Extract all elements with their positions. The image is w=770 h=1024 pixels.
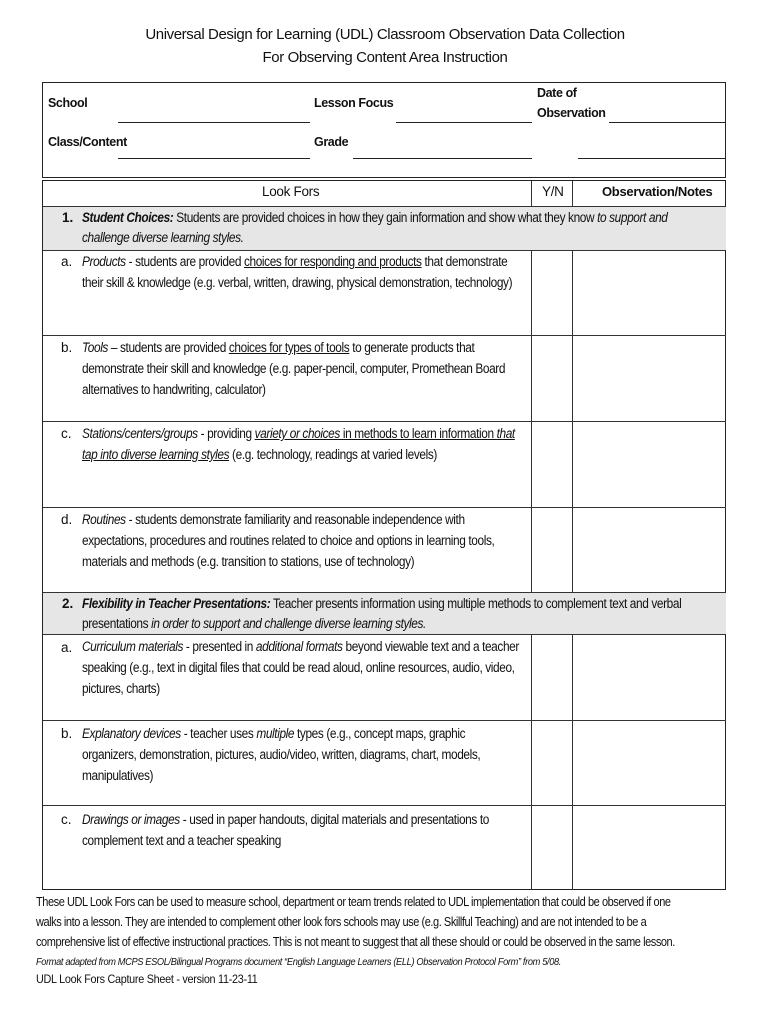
item-italic: additional formats: [255, 639, 343, 654]
section2-title: Flexibility in Teacher Presentations:: [82, 596, 271, 611]
footer-adapted: Format adapted from MCPS ESOL/Bilingual Programs document “English Language Learners (ELL) Observation Protocol Form” from 5/08.: [36, 956, 562, 968]
page-title: Universal Design for Learning (UDL) Classroom Observation Data Collection: [145, 26, 625, 43]
item-text: to generate products that demonstrate their skill and knowledge (e.g. paper-pencil, computer, Promethean Board alternatives to handwriting, calculator): [82, 340, 506, 397]
lesson-focus-label: Lesson Focus: [314, 96, 394, 110]
date-of-label: Date of: [537, 86, 577, 100]
class-content-field[interactable]: [118, 158, 310, 159]
extra-field[interactable]: [578, 158, 726, 159]
row-divider: [43, 720, 726, 721]
item-products: [82, 251, 522, 293]
col-divider: [531, 181, 532, 206]
section2-number: 2.: [62, 596, 74, 611]
item-letter: b.: [61, 340, 73, 355]
item-lead: Explanatory devices: [82, 726, 181, 741]
item-text: - students demonstrate familiarity and reasonable independence with expectations, procedures and routines related to choice and options in learning tools, materials and methods (e.g. transition to stations, use of technology): [82, 512, 495, 569]
item-letter: c.: [61, 426, 72, 441]
section1-number: 1.: [62, 210, 74, 225]
item-lead: Tools: [82, 340, 108, 355]
col-divider: [531, 634, 532, 890]
item-text: that demonstrate their skill & knowledge (e.g. verbal, written, drawing, physical demonstration, technology): [82, 254, 513, 290]
item-letter: c.: [61, 812, 72, 827]
item-explanatory: [82, 723, 522, 786]
col-notes: Observation/Notes: [602, 184, 713, 199]
col-divider: [572, 181, 573, 206]
item-lead: Stations/centers/groups: [82, 426, 198, 441]
item-text: types (e.g., concept maps, graphic organizers, demonstration, pictures, audio/video, written, diagrams, chart, models, manipulatives): [82, 726, 481, 783]
item-underline: that tap into diverse learning styles: [82, 426, 515, 462]
item-drawings: [82, 809, 522, 851]
school-label: School: [48, 96, 88, 110]
grade-field[interactable]: [353, 158, 532, 159]
item-underline: variety or choices: [254, 426, 340, 441]
item-lead: Products: [82, 254, 126, 269]
row-divider: [43, 421, 726, 422]
item-text: - used in paper handouts, digital materials and presentations to complement text and a teacher speaking: [82, 812, 489, 848]
section2-text: [82, 594, 698, 634]
item-underline: choices for responding and products: [243, 254, 422, 269]
lesson-focus-field[interactable]: [396, 122, 532, 123]
section2-desc: Teacher presents information using multiple methods to complement text and verbal presentations: [82, 596, 682, 631]
item-stations: [82, 423, 522, 465]
item-lead: Routines: [82, 512, 126, 527]
date-field[interactable]: [609, 122, 726, 123]
row-divider: [43, 634, 726, 635]
col-yn: Y/N: [542, 184, 564, 199]
section1-desc: Students are provided choices in how they gain information and show what they know: [173, 210, 598, 225]
item-letter: a.: [61, 254, 73, 269]
item-lead: Drawings or images: [82, 812, 180, 827]
section1-title: Student Choices:: [82, 210, 174, 225]
grade-label: Grade: [314, 135, 349, 149]
item-curriculum: [82, 636, 522, 699]
item-text: - students are provided: [125, 254, 244, 269]
item-text: – students are provided: [107, 340, 229, 355]
page-subtitle: For Observing Content Area Instruction: [262, 49, 508, 66]
item-text: - providing: [197, 426, 255, 441]
item-letter: d.: [61, 512, 73, 527]
section2-italic: in order to support and challenge diverse learning styles.: [151, 616, 426, 631]
item-text: - teacher uses: [180, 726, 257, 741]
item-letter: a.: [61, 640, 73, 655]
item-underline: in methods to learn information: [339, 426, 497, 441]
col-divider: [572, 634, 573, 890]
row-divider: [43, 592, 726, 593]
row-divider: [43, 206, 726, 207]
col-look-fors: Look Fors: [262, 184, 320, 199]
item-lead: Curriculum materials: [82, 639, 184, 654]
footer-version: UDL Look Fors Capture Sheet - version 11-23-11: [36, 972, 258, 986]
item-text: (e.g. technology, readings at varied levels): [229, 447, 437, 462]
item-letter: b.: [61, 726, 73, 741]
class-content-label: Class/Content: [48, 135, 127, 149]
row-divider: [43, 507, 726, 508]
item-underline: choices for types of tools: [228, 340, 350, 355]
item-routines: [82, 509, 522, 572]
row-divider: [43, 335, 726, 336]
section1-text: [82, 208, 698, 248]
item-italic: multiple: [256, 726, 295, 741]
observation-label: Observation: [537, 106, 606, 120]
item-tools: [82, 337, 522, 400]
section1-italic: to support and challenge diverse learning styles.: [82, 210, 668, 245]
item-text: beyond viewable text and a teacher speaking (e.g., text in digital files that could be read aloud, online resources, audio, video, pictures, charts): [82, 639, 519, 696]
row-divider: [43, 805, 726, 806]
item-text: - presented in: [183, 639, 256, 654]
footer-note: These UDL Look Fors can be used to measure school, department or team trends related to UDL implementation that could be observed if one walks into a lesson. They are intended to complement other look fors schools may use (e.g. Skillful Teaching) and are not intended to be a comprehensive list of effective instructional practices. This is not meant to suggest that all these should or could be observed in the same lesson.: [36, 895, 675, 949]
school-field[interactable]: [118, 122, 310, 123]
